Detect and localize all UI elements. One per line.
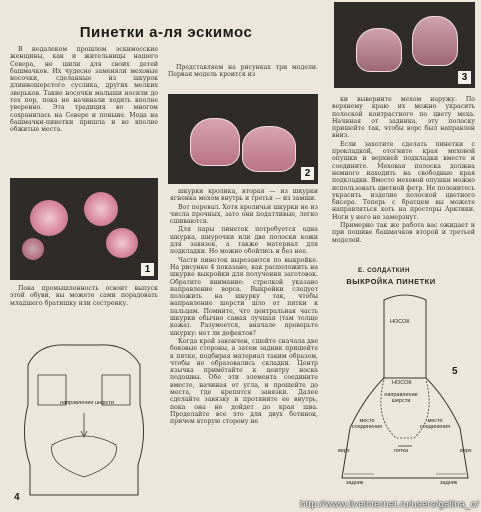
fur-bootie-image bbox=[84, 192, 118, 226]
figure-4-direction-label: направление шерсти bbox=[60, 400, 114, 406]
suede-bootie-image bbox=[412, 16, 458, 66]
suede-bootie-image bbox=[356, 28, 402, 72]
pattern-label-toe-top: НОСОК bbox=[390, 319, 410, 325]
col2-p4: Части пинеток вырезаются по выкройке. На рисунке 4 показано, как расположить на шкурке выкройки для получения заготовок. Обратите внимание: стрелкой указано направление ворса. Выкройки следует положить на шкурку так, чтобы направление шерсти шло от пятки к пальцам. Помните, что центральная часть шкурки обычно самая лучшая (там толще кожа). Разумеется, вначале проверьте шкурку: нет ли дефектов? bbox=[170, 256, 318, 337]
photo-number-1: 1 bbox=[141, 263, 154, 276]
pattern-label-toe-mid: НОСОК bbox=[392, 380, 412, 386]
col2-intro: Представляем на рисунках три модели. Первая модель кроится из bbox=[168, 64, 318, 79]
col2-p5: Когда крой закончен, сшейте сначала две боковые стороны, а затем задник пришейте к пятке, подбирая материал таким образом, чтобы не образовались складки. Центр язычка примётайте к центру носка подошвы. Обе эти элемента соедините вместе, начиная от угла, и прошейте до места, где крепятся завязки. Далее сделайте завязку и протяните ее внутрь, пока она не дойдет до края шва. Проделайте все это для двух ботинок, причем вторую сторону не bbox=[170, 337, 318, 426]
photo-number-3: 3 bbox=[458, 71, 471, 84]
col3-p1: ки выверните мехом наружу. По верхнему краю их можно украсить полоской контрастного по цвету меха. Начиная от задника, эту полоску пришейте так, чтобы ворс был направлен вниз. bbox=[332, 96, 475, 140]
column-2-body-text bbox=[170, 188, 318, 427]
pattern-label-join-left: место соединения bbox=[351, 418, 383, 430]
fur-bootie-image bbox=[106, 228, 138, 258]
watermark-url: http://www.liveinternet.ru/users/galina_o/ bbox=[300, 499, 479, 510]
column-1-text bbox=[10, 46, 158, 135]
column-2-top-text bbox=[168, 64, 318, 80]
pattern-label-heel: пятка bbox=[394, 448, 409, 454]
pattern-label-fur-direction: направление шерсти bbox=[384, 392, 418, 404]
col2-p1: шкурки кролика, вторая — из шкурки ягненка мехом внутрь и третья — из замши. bbox=[170, 188, 318, 203]
slipper-image bbox=[190, 118, 240, 166]
caption-text: Пока промышленность освоит выпуск этой обуви, вы можете сами порадовать младшего братишку или сестренку. bbox=[10, 285, 158, 307]
pattern-title: ВЫКРОЙКА ПИНЕТКИ bbox=[346, 277, 436, 286]
column-3-text bbox=[332, 96, 475, 245]
slipper-image bbox=[242, 126, 296, 172]
pattern-label-back-right: задник bbox=[440, 480, 458, 486]
col2-p2: Вот перевал. Хотя кроличьи шкурки не из числа прочных, зато они податливые, легко сшиваются. bbox=[170, 203, 318, 226]
photo-number-2: 2 bbox=[301, 167, 314, 180]
intro-paragraph: В недалеком прошлом эскимосские женщины, как и жительницы нашего Севера, не шили для своих детей башмачков. Их чудесно заменяли меховые носочки, сделанные из шкурок длинношерстого суслика, других мелких зверьков. Такие носочки малыши носили до тех пор, пока не начинали ходить вполне уверенно. Эта традиция во многом сохранилась на Севере и поныне. Мода на башмачки-пинетки пришла и во вполне обжитые места. bbox=[10, 46, 158, 134]
photo-1 bbox=[10, 178, 158, 280]
author-name: Е. СОЛДАТКИН bbox=[358, 267, 410, 274]
photo-1-caption bbox=[10, 285, 158, 308]
figure-5-number: 5 bbox=[452, 366, 458, 377]
col3-p2: Если захотите сделать пинетки с прокладкой, отогните края меховой опушки и верхней подкладки вместе и соедините. Меховая полоска должна немного находить на свободные края подкладки. Вместо меховой опушки можно использовать цветной фетр. Не поленитесь украсить изделие полоской цветного бисера. Теперь с братцем вы можете направляться хоть на просторы Арктики. Ноги у него не замерзнут. bbox=[332, 140, 475, 221]
pattern-label-top-right: верх bbox=[460, 448, 472, 454]
col3-p3: Примерно так же работа вас ожидает и при пошиве башмачков второй и третьей моделей. bbox=[332, 222, 475, 244]
photo-3 bbox=[334, 2, 475, 88]
pattern-label-join-right: место соединения bbox=[419, 418, 451, 430]
col2-p3: Для пары пинеток потребуется одна шкурка, шнурочки или две полоски кожи для завязок, а также материал для подкладки. Но можно обойтись и без нее. bbox=[170, 226, 318, 256]
fur-bootie-image bbox=[22, 238, 44, 260]
pattern-label-back-left: задник bbox=[346, 480, 364, 486]
photo-2 bbox=[168, 94, 318, 184]
figure-4-layout-diagram bbox=[8, 335, 160, 507]
pattern-label-top-left: верх bbox=[338, 448, 350, 454]
article-title: Пинетки а-ля эскимос bbox=[79, 24, 253, 41]
fur-bootie-image bbox=[30, 200, 68, 236]
figure-4-number: 4 bbox=[14, 492, 20, 503]
